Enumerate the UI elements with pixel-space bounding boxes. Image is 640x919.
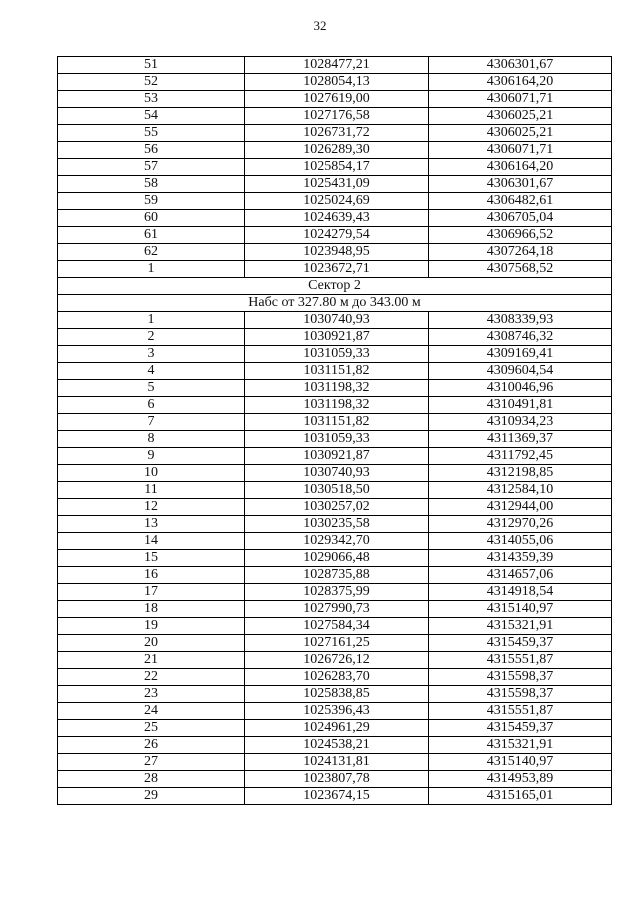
coord-x: 1027176,58 [245,108,429,125]
point-number: 16 [58,567,245,584]
coord-y: 4307264,18 [429,244,612,261]
sector-title-row [58,278,612,295]
coord-x: 1030921,87 [245,329,429,346]
table-row [58,652,612,669]
coord-x: 1029066,48 [245,550,429,567]
coordinates-table [57,56,612,805]
coord-x: 1025838,85 [245,686,429,703]
page-number: 32 [313,18,327,33]
point-number: 59 [58,193,245,210]
table-row [58,448,612,465]
coord-y: 4315321,91 [429,737,612,754]
coord-y: 4312944,00 [429,499,612,516]
coord-y: 4309169,41 [429,346,612,363]
coord-x: 1028375,99 [245,584,429,601]
table-row [58,431,612,448]
coord-y: 4310934,23 [429,414,612,431]
coord-y: 4308746,32 [429,329,612,346]
table-row [58,567,612,584]
coord-y: 4315140,97 [429,601,612,618]
point-number: 7 [58,414,245,431]
coord-x: 1031151,82 [245,363,429,380]
coord-y: 4307568,52 [429,261,612,278]
point-number: 10 [58,465,245,482]
point-number: 13 [58,516,245,533]
coord-y: 4311792,45 [429,448,612,465]
table-row [58,312,612,329]
table-row [58,754,612,771]
table-row [58,669,612,686]
table-row [58,397,612,414]
coord-x: 1024131,81 [245,754,429,771]
table-row [58,210,612,227]
coord-y: 4306164,20 [429,74,612,91]
coord-y: 4315598,37 [429,669,612,686]
table-row [58,176,612,193]
coord-y: 4314055,06 [429,533,612,550]
table-row [58,261,612,278]
height-range: Набс от 327.80 м до 343.00 м [58,295,612,312]
point-number: 5 [58,380,245,397]
point-number: 14 [58,533,245,550]
coord-y: 4315551,87 [429,703,612,720]
point-number: 58 [58,176,245,193]
table-row [58,584,612,601]
coord-x: 1024279,54 [245,227,429,244]
coord-y: 4315459,37 [429,720,612,737]
point-number: 56 [58,142,245,159]
point-number: 15 [58,550,245,567]
table-row [58,125,612,142]
point-number: 24 [58,703,245,720]
coord-x: 1027990,73 [245,601,429,618]
point-number: 19 [58,618,245,635]
point-number: 26 [58,737,245,754]
coord-x: 1025396,43 [245,703,429,720]
point-number: 60 [58,210,245,227]
point-number: 61 [58,227,245,244]
point-number: 1 [58,312,245,329]
coord-y: 4306966,52 [429,227,612,244]
coord-x: 1027619,00 [245,91,429,108]
point-number: 22 [58,669,245,686]
table-row [58,329,612,346]
coord-y: 4306071,71 [429,91,612,108]
coord-x: 1026731,72 [245,125,429,142]
table-row [58,482,612,499]
coord-x: 1031059,33 [245,346,429,363]
sector2-rows [58,312,612,805]
coord-y: 4306301,67 [429,176,612,193]
coord-x: 1027584,34 [245,618,429,635]
sector1-tail-rows [58,57,612,278]
table-row [58,550,612,567]
coord-y: 4311369,37 [429,431,612,448]
coord-y: 4312584,10 [429,482,612,499]
coord-x: 1028054,13 [245,74,429,91]
point-number: 53 [58,91,245,108]
table-row [58,244,612,261]
point-number: 9 [58,448,245,465]
coord-y: 4306164,20 [429,159,612,176]
coord-y: 4314359,39 [429,550,612,567]
coord-y: 4310046,96 [429,380,612,397]
coord-y: 4314657,06 [429,567,612,584]
point-number: 28 [58,771,245,788]
point-number: 54 [58,108,245,125]
coord-y: 4315321,91 [429,618,612,635]
table-row [58,703,612,720]
table-row [58,533,612,550]
table-row [58,686,612,703]
table-row [58,380,612,397]
coord-x: 1023948,95 [245,244,429,261]
coord-y: 4315598,37 [429,686,612,703]
coord-x: 1023672,71 [245,261,429,278]
coord-x: 1030740,93 [245,312,429,329]
sector2-header [58,278,612,312]
coord-x: 1026726,12 [245,652,429,669]
coord-x: 1027161,25 [245,635,429,652]
table-row [58,771,612,788]
point-number: 17 [58,584,245,601]
point-number: 1 [58,261,245,278]
coord-x: 1031151,82 [245,414,429,431]
coord-y: 4314953,89 [429,771,612,788]
coord-y: 4312970,26 [429,516,612,533]
table-row [58,414,612,431]
table-row [58,618,612,635]
coord-y: 4315165,01 [429,788,612,805]
coord-x: 1028477,21 [245,57,429,74]
coord-x: 1031059,33 [245,431,429,448]
table-row [58,142,612,159]
table-row [58,720,612,737]
table-row [58,635,612,652]
point-number: 29 [58,788,245,805]
point-number: 4 [58,363,245,380]
coord-x: 1028735,88 [245,567,429,584]
coord-y: 4308339,93 [429,312,612,329]
coord-x: 1026289,30 [245,142,429,159]
coord-y: 4306705,04 [429,210,612,227]
coord-x: 1024538,21 [245,737,429,754]
coord-y: 4310491,81 [429,397,612,414]
coord-y: 4306301,67 [429,57,612,74]
table-row [58,346,612,363]
table-row [58,737,612,754]
table-row [58,516,612,533]
coord-x: 1030235,58 [245,516,429,533]
coord-x: 1023674,15 [245,788,429,805]
table-row [58,788,612,805]
point-number: 20 [58,635,245,652]
coord-x: 1031198,32 [245,380,429,397]
coord-y: 4306482,61 [429,193,612,210]
coord-x: 1030740,93 [245,465,429,482]
point-number: 21 [58,652,245,669]
coord-x: 1025854,17 [245,159,429,176]
point-number: 55 [58,125,245,142]
table-row [58,91,612,108]
coord-x: 1026283,70 [245,669,429,686]
point-number: 52 [58,74,245,91]
coord-x: 1030921,87 [245,448,429,465]
point-number: 2 [58,329,245,346]
coord-y: 4315459,37 [429,635,612,652]
point-number: 6 [58,397,245,414]
coord-y: 4306071,71 [429,142,612,159]
coord-y: 4312198,85 [429,465,612,482]
table-row [58,465,612,482]
coord-y: 4315551,87 [429,652,612,669]
point-number: 27 [58,754,245,771]
coord-x: 1023807,78 [245,771,429,788]
table-row [58,159,612,176]
point-number: 8 [58,431,245,448]
coord-x: 1031198,32 [245,397,429,414]
coord-x: 1030257,02 [245,499,429,516]
coord-x: 1025024,69 [245,193,429,210]
height-range-row [58,295,612,312]
table-row [58,108,612,125]
coord-x: 1024639,43 [245,210,429,227]
coord-y: 4309604,54 [429,363,612,380]
table-row [58,363,612,380]
coord-x: 1025431,09 [245,176,429,193]
table-row [58,57,612,74]
point-number: 12 [58,499,245,516]
coord-x: 1029342,70 [245,533,429,550]
table-row [58,499,612,516]
sector-title: Сектор 2 [58,278,612,295]
point-number: 57 [58,159,245,176]
point-number: 18 [58,601,245,618]
coord-x: 1030518,50 [245,482,429,499]
table-row [58,227,612,244]
point-number: 62 [58,244,245,261]
coord-y: 4314918,54 [429,584,612,601]
coord-y: 4306025,21 [429,125,612,142]
coord-x: 1024961,29 [245,720,429,737]
point-number: 3 [58,346,245,363]
table-row [58,74,612,91]
point-number: 25 [58,720,245,737]
coord-y: 4315140,97 [429,754,612,771]
point-number: 51 [58,57,245,74]
table-row [58,193,612,210]
point-number: 11 [58,482,245,499]
point-number: 23 [58,686,245,703]
table-row [58,601,612,618]
coord-y: 4306025,21 [429,108,612,125]
